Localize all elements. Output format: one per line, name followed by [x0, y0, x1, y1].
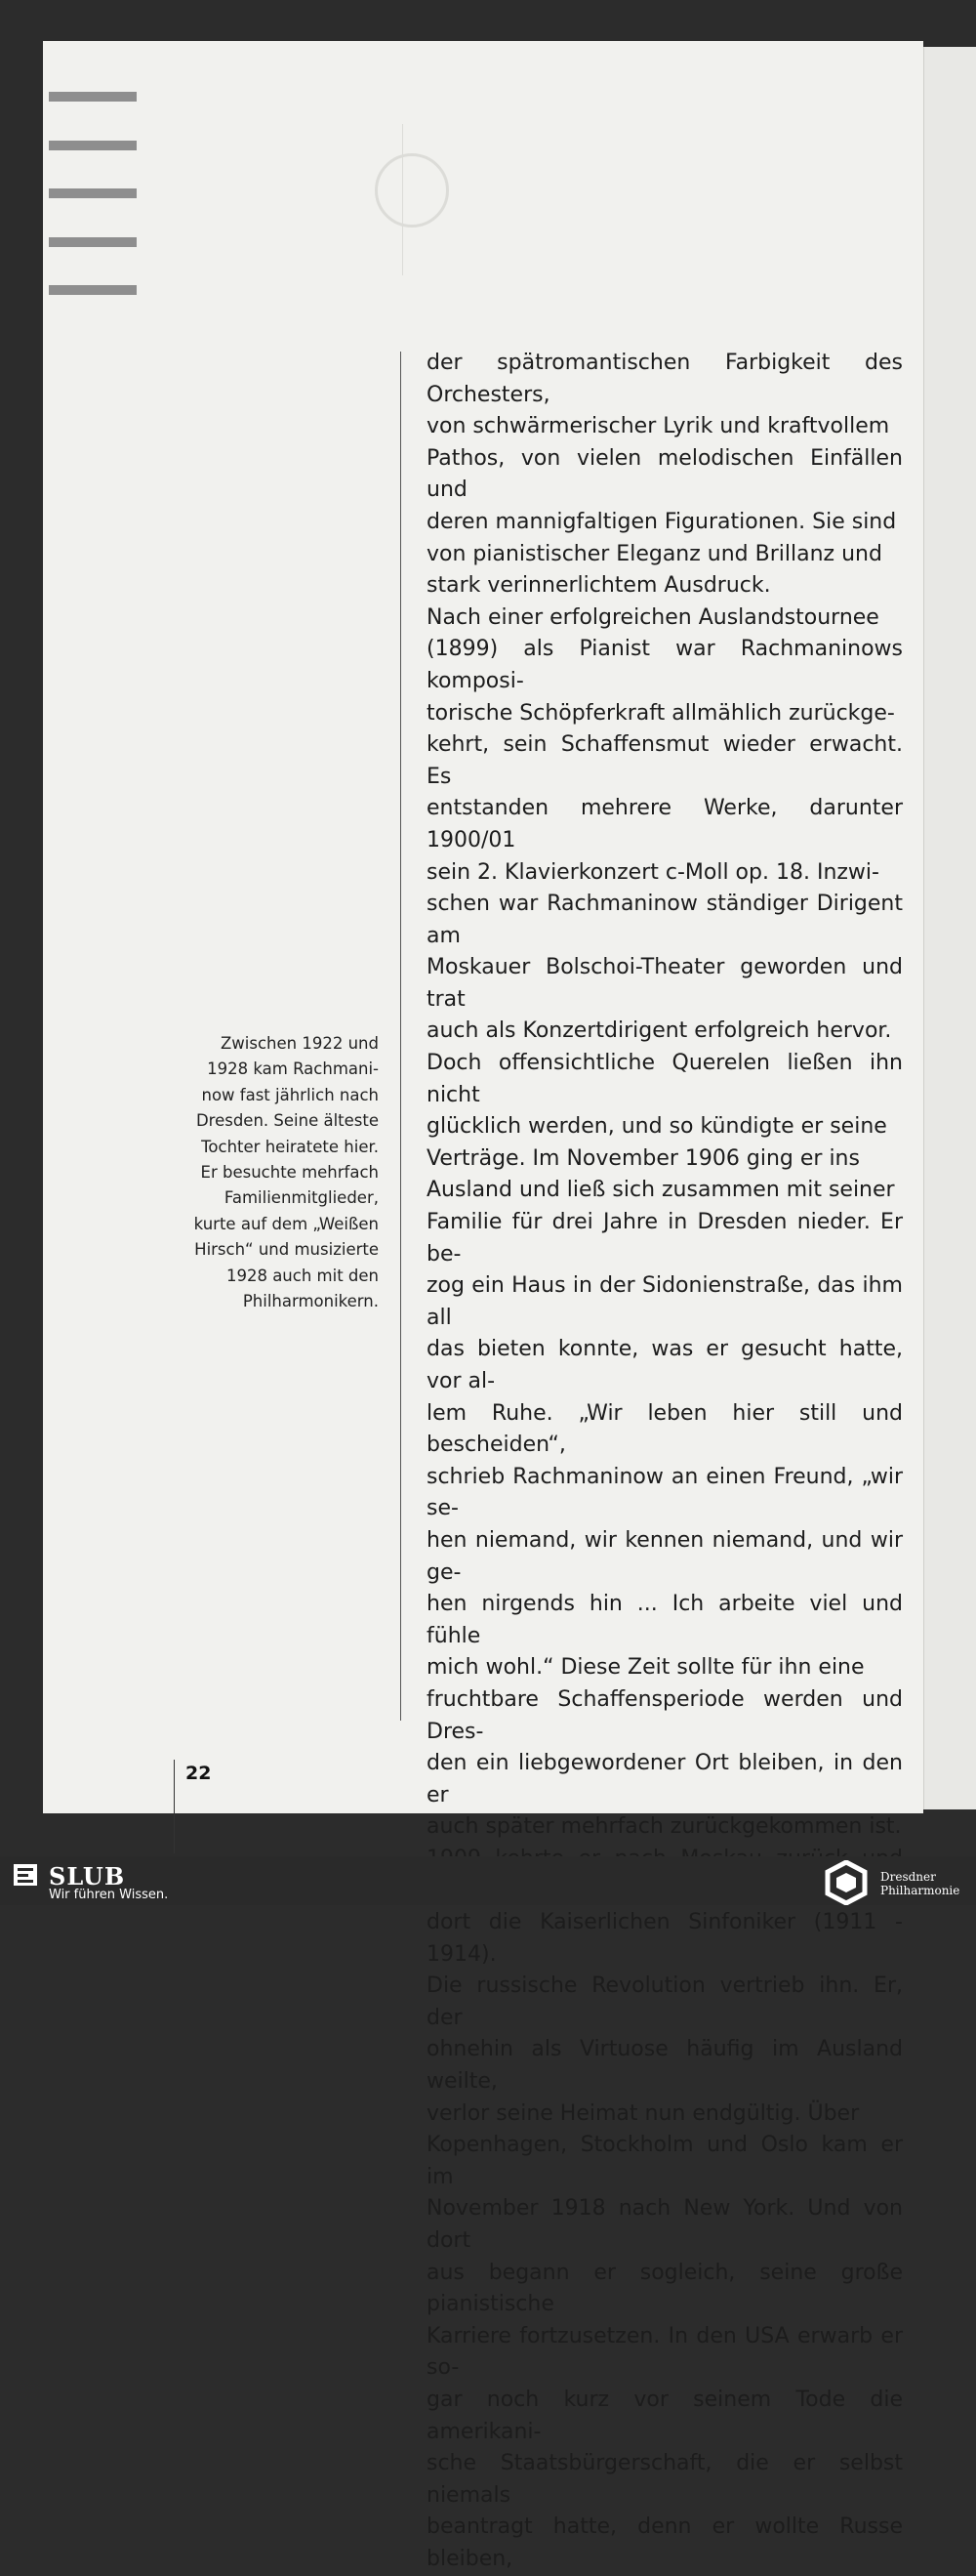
text-line: Nach einer erfolgreichen Auslandstournee	[427, 604, 879, 630]
text-line: deren mannigfaltigen Figurationen. Sie sind	[427, 509, 897, 534]
text-line: Die russische Revolution vertrieb ihn. Er, der	[427, 1974, 903, 2030]
slub-tagline: Wir führen Wissen.	[49, 1888, 169, 1902]
dresdner-philharmonie-logo-icon	[822, 1860, 871, 1905]
text-line: sche Staatsbürgerschaft, die er selbst niemals	[427, 2451, 903, 2508]
margin-note-line: 1928 kam Rachmani-	[207, 1059, 379, 1079]
viewer-footer	[0, 1856, 976, 1905]
text-line: den ein liebgewordener Ort bleiben, in den er	[427, 1751, 903, 1807]
text-line: Ausland und ließ sich zusammen mit seiner	[427, 1178, 895, 1203]
text-line: zog ein Haus in der Sidonienstraße, das ihm all	[427, 1273, 903, 1330]
text-line: glücklich werden, und so kündigte er seine	[427, 1114, 887, 1140]
column-rule	[400, 352, 401, 1721]
text-line: das bieten konnte, was er gesucht hatte, vor al-	[427, 1337, 903, 1393]
text-line: schrieb Rachmaninow an einen Freund, „wir se-	[427, 1464, 903, 1521]
text-line: ohnehin als Virtuose häufig im Ausland weilte,	[427, 2037, 903, 2095]
slub-logo-icon	[14, 1864, 37, 1886]
text-line: fruchtbare Schaffensperiode werden und Dres-	[427, 1686, 903, 1744]
text-line: sein 2. Klavierkonzert c-Moll op. 18. Inzwi-	[427, 859, 879, 885]
index-tab-mark	[49, 188, 137, 198]
adjacent-page-edge	[923, 47, 976, 1809]
margin-note	[150, 1031, 379, 1314]
partner-name-line: Dresdner	[880, 1870, 936, 1884]
text-line: von schwärmerischer Lyrik und kraftvollem	[427, 414, 890, 439]
text-line: auch als Konzertdirigent erfolgreich hervor.	[427, 1018, 892, 1044]
text-line: verlor seine Heimat nun endgültig. Über	[427, 2100, 860, 2126]
text-line: lem Ruhe. „Wir leben hier still und bescheiden“,	[427, 1400, 903, 1458]
partner-name-line: Philharmonie	[880, 1884, 960, 1897]
text-line: Karriere fortzusetzen. In den USA erwarb er so-	[427, 2323, 903, 2381]
text-line: gar noch kurz vor seinem Tode die amerikani-	[427, 2388, 903, 2444]
bleed-through-logo-circle	[375, 153, 449, 228]
index-tab-mark	[49, 285, 137, 295]
text-line: hen niemand, wir kennen niemand, und wir ge-	[427, 1527, 903, 1585]
text-line: kehrt, sein Schaffensmut wieder erwacht. Es	[427, 732, 903, 789]
margin-note-line: Hirsch“ und musizierte	[194, 1240, 379, 1260]
margin-note-line: Philharmonikern.	[242, 1292, 379, 1311]
text-line: November 1918 nach New York. Und von dort	[427, 2196, 903, 2254]
text-line: aus begann er sogleich, seine große pianistische	[427, 2260, 903, 2317]
text-line: Pathos, von vielen melodischen Einfällen und	[427, 445, 903, 503]
text-line: von pianistischer Eleganz und Brillanz und	[427, 541, 882, 566]
bleed-through-rule	[402, 124, 403, 275]
index-tab-mark	[49, 92, 137, 102]
margin-note-line: Familienmitglieder,	[224, 1188, 379, 1208]
text-line: (1899) als Pianist war Rachmaninows komposi-	[427, 637, 903, 693]
text-line: schen war Rachmaninow ständiger Dirigent am	[427, 892, 903, 948]
margin-note-line: 1928 auch mit den	[225, 1266, 379, 1285]
page-number-rule	[174, 1760, 175, 1853]
text-line: stark verinnerlichtem Ausdruck.	[427, 573, 771, 599]
text-line: torische Schöpferkraft allmählich zurückge-	[427, 700, 895, 726]
text-line: Moskauer Bolschoi-Theater geworden und trat	[427, 955, 903, 1012]
text-line: beantragt hatte, denn er wollte Russe bleiben,	[427, 2514, 903, 2571]
text-line: entstanden mehrere Werke, darunter 1900/01	[427, 796, 903, 852]
slub-name: SLUB	[49, 1862, 126, 1890]
margin-note-line: Zwischen 1922 und	[221, 1034, 379, 1053]
text-line: hen nirgends hin ... Ich arbeite viel und fühle	[427, 1592, 903, 1648]
text-line: der spätromantischen Farbigkeit des Orchesters,	[427, 351, 903, 407]
margin-note-line: kurte auf dem „Weißen	[193, 1214, 379, 1233]
index-tab-mark	[49, 237, 137, 247]
text-line: auch später mehrfach zurückgekommen ist.	[427, 1814, 902, 1840]
margin-note-line: Er besuchte mehrfach	[200, 1163, 379, 1183]
text-line: mich wohl.“ Diese Zeit sollte für ihn eine	[427, 1655, 865, 1681]
text-line: Doch offensichtliche Querelen ließen ihn nicht	[427, 1051, 903, 1107]
text-line: Kopenhagen, Stockholm und Oslo kam er im	[427, 2133, 903, 2189]
margin-note-line: now fast jährlich nach	[201, 1085, 379, 1104]
margin-note-line: Tochter heiratete hier.	[201, 1137, 379, 1156]
text-line: dort die Kaiserlichen Sinfoniker (1911 - 1914).	[427, 1910, 903, 1967]
margin-note-line: Dresden. Seine älteste	[195, 1111, 379, 1131]
main-text-column	[427, 348, 903, 2576]
page-number: 22	[185, 1763, 212, 1784]
partner-name	[880, 1870, 959, 1897]
index-tab-mark	[49, 141, 137, 150]
text-line: Verträge. Im November 1906 ging er ins	[427, 1145, 860, 1171]
text-line: Familie für drei Jahre in Dresden nieder. Er be-	[427, 1210, 903, 1267]
